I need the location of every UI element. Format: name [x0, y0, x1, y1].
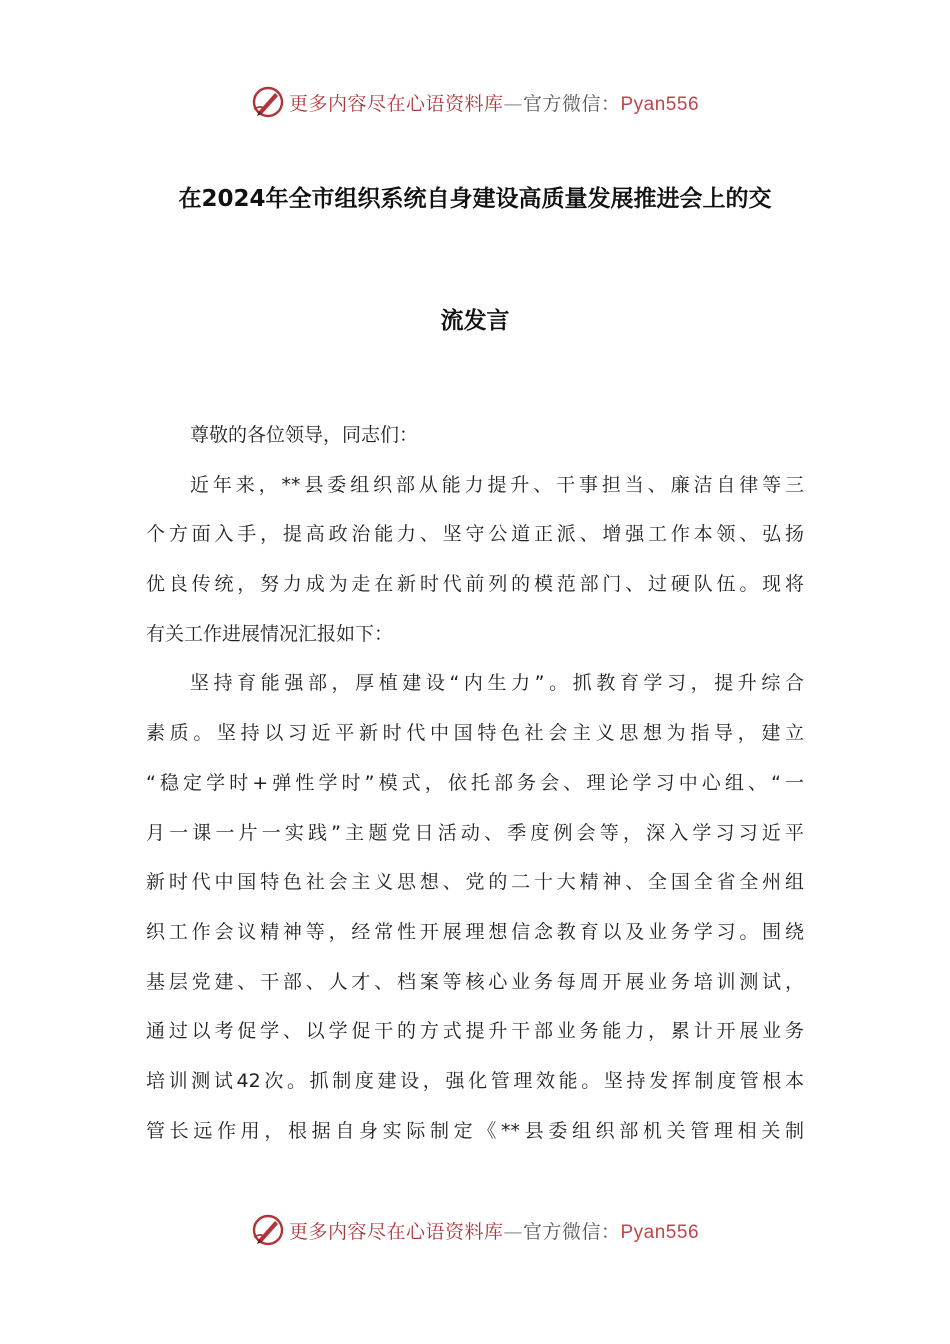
document-body — [146, 418, 804, 1163]
banner-wechat-id: Pyan556 — [620, 1221, 700, 1243]
pen-seal-icon — [251, 85, 285, 119]
body-line: 坚持育能强部，厚植建设“内生力”。抓教育学习，提升综合 — [190, 672, 804, 695]
banner-label: 官方微信： — [522, 1220, 621, 1243]
body-line: 新时代中国特色社会主义思想、党的二十大精神、全国全省全州组 — [146, 871, 804, 894]
banner-main-text: 更多内容尽在心语资料库 — [288, 92, 504, 115]
banner-wechat-id: Pyan556 — [620, 93, 700, 115]
body-line: 月一课一片一实践”主题党日活动、季度例会等，深入学习习近平 — [146, 821, 804, 844]
body-line: “稳定学时+弹性学时”模式，依托部务会、理论学习中心组、“一 — [146, 771, 804, 794]
banner-text — [289, 89, 699, 116]
document-title-line-2: 流发言 — [440, 308, 510, 334]
pen-seal-icon — [251, 1213, 285, 1247]
banner-label: 官方微信： — [522, 92, 621, 115]
header-banner — [0, 82, 950, 122]
document-title-line-1: 在2024年全市组织系统自身建设高质量发展推进会上的交 — [178, 186, 772, 212]
banner-main-text: 更多内容尽在心语资料库 — [288, 1220, 504, 1243]
body-line: 优良传统，努力成为走在新时代前列的模范部门、过硬队伍。现将 — [146, 573, 804, 596]
body-line: 培训测试42次。抓制度建设，强化管理效能。坚持发挥制度管根本 — [146, 1069, 804, 1092]
body-line: 尊敬的各位领导，同志们： — [190, 424, 419, 446]
banner-text — [289, 1217, 699, 1244]
body-line: 有关工作进展情况汇报如下： — [146, 622, 394, 645]
body-line: 近年来，**县委组织部从能力提升、干事担当、廉洁自律等三 — [190, 473, 804, 496]
body-line: 管长远作用，根据自身实际制定《**县委组织部机关管理相关制 — [146, 1119, 804, 1142]
body-line: 通过以考促学、以学促干的方式提升干部业务能力，累计开展业务 — [146, 1020, 804, 1043]
banner-dash: — — [503, 92, 523, 115]
body-line: 织工作会议精神等，经常性开展理想信念教育以及业务学习。围绕 — [146, 920, 804, 943]
body-line: 个方面入手，提高政治能力、坚守公道正派、增强工作本领、弘扬 — [146, 523, 804, 546]
footer-banner — [0, 1210, 950, 1250]
body-line: 素质。坚持以习近平新时代中国特色社会主义思想为指导，建立 — [146, 722, 804, 745]
banner-dash: — — [503, 1220, 523, 1243]
body-line: 基层党建、干部、人才、档案等核心业务每周开展业务培训测试， — [146, 970, 804, 993]
